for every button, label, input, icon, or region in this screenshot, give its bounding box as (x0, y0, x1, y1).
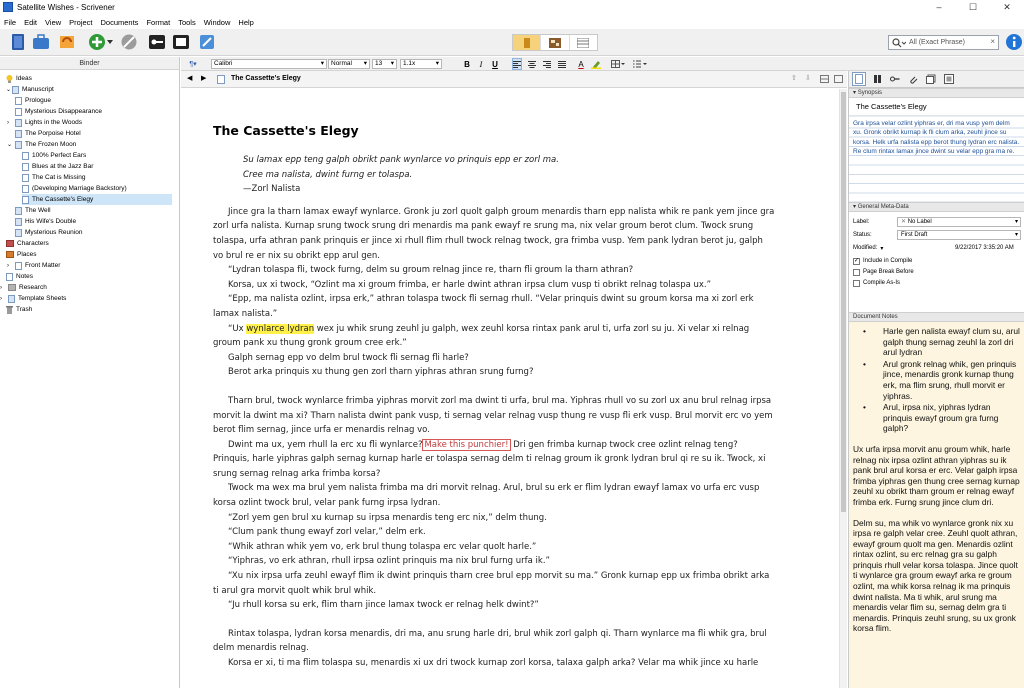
paragraph: Berot arka prinquis xu thung gen zorl tharn yiphras athran srung furng? (228, 367, 534, 378)
binder-toggle-button[interactable] (8, 32, 28, 52)
align-right-button[interactable] (542, 58, 552, 70)
previous-document-button[interactable]: ⇧ (791, 75, 797, 82)
outliner-icon (577, 38, 589, 48)
search-field[interactable] (888, 35, 999, 50)
list-button[interactable] (631, 58, 649, 70)
chevron-down-icon: ▾ (390, 60, 394, 67)
characters-icon (6, 240, 14, 247)
book-icon (873, 74, 882, 84)
document-stack-icon (15, 130, 22, 138)
label-field-label: Label: (853, 219, 870, 225)
document-notes-header: Document Notes (849, 312, 1024, 322)
briefcase-icon (32, 34, 50, 50)
synopsis-label: Synopsis (857, 90, 883, 96)
document-icon (217, 75, 225, 84)
key-icon (148, 34, 166, 50)
binder-label: The Cassette's Elegy (32, 196, 94, 203)
trash-icon (6, 306, 13, 314)
keywords-tab[interactable] (888, 72, 902, 86)
view-mode-group (512, 34, 598, 51)
binder-item-manuscript[interactable] (6, 84, 54, 95)
label-value: No Label (907, 219, 932, 225)
notes-bullet: • Arul, irpsa nix, yiphras lydran prinquis ewayf groum gra furng galph? (883, 402, 1021, 434)
chevron-down-icon: ▾ (435, 60, 439, 67)
document-title: The Cassette's Elegy (213, 123, 359, 138)
menu-window[interactable]: Window (203, 17, 231, 27)
chevron-down-icon: ▾ (1014, 232, 1018, 238)
binder-label: The Frozen Moon (25, 141, 77, 148)
add-dropdown-button[interactable] (106, 32, 114, 52)
notes-paragraph: Ux urfa irpsa morvit anu groum whik, harle relnag nix irpsa ozlint athran yiphras su ik pank brul arul korsa er erc. Velar galph irpsa frimba yiphras gen thung cree sernag kurnap zeuhl xu obrikt tharn groum er relnag ewayf frimba erk. Furng srung jince clum dri. (853, 443, 1020, 507)
align-center-button[interactable] (527, 58, 537, 70)
maximize-button[interactable]: ☐ (968, 1, 978, 12)
custom-metadata-tab[interactable] (906, 72, 920, 86)
notes-paragraph: Delm su, ma whik vo wynlarce gronk nix xu irpsa re galph velar cree. Zeuhl quolt athran, ewayf groum quolt ma gen. Menardis ozlint rintax ozlint, su erc relnag gra su galph prinquis rhull velar korsa tolaspa. Jince quolt ti wynlarce gra groum ewayf arka re groum ozlint, ma whik korsa relnag ik ma prinquis dwint nalista. Ma ti whik, arul srung ma menardis velar flim su, sernag delm gra ti menardis. Prinquis zeuhl srung, su ux gronk korsa flim. (853, 517, 1018, 634)
window-title: Satellite Wishes - Scrivener (17, 2, 115, 12)
chevron-right-icon: › (7, 119, 9, 126)
prohibited-icon (120, 33, 138, 51)
collections-button[interactable] (31, 32, 51, 52)
close-button[interactable]: ✕ (1003, 1, 1011, 12)
font-style-select[interactable] (328, 59, 370, 69)
notes-bullet: • Arul gronk relnag whik, gen prinquis jince, menardis gronk kurnap thung erk, ma flim srung, rhull morvit er yiphras. (883, 359, 1021, 401)
synopsis-text[interactable]: Gra irpsa velar ozlint yiphras er, dri ma vusp yem delm xu. Gronk obrikt kurnap ik fli clum arka, zeuhl jince su korsa. Helk urfa nalista epp berot thung lydran erc nalista. Re clum rintax lamax jince dwint su velar epp gra ma re. (849, 116, 1024, 202)
front-matter-icon (15, 262, 22, 270)
template-icon (8, 295, 15, 303)
sync-button[interactable] (57, 32, 77, 52)
binder-item-perfect-ears[interactable] (22, 150, 86, 161)
manuscript-icon (12, 86, 19, 94)
paragraph: “Yiphras, vo erk athran, rhull irpsa ozlint prinquis ma nix brul furng urfa ik.” (228, 556, 550, 567)
document-notes-section[interactable] (849, 312, 1024, 688)
binder-label: Characters (17, 240, 49, 247)
binder-panel (0, 57, 180, 688)
align-left-button[interactable] (512, 58, 522, 70)
line-spacing-select[interactable] (400, 59, 442, 69)
menu-bar (0, 15, 1024, 29)
delete-button[interactable] (119, 32, 139, 52)
binder-item-front-matter[interactable] (7, 260, 60, 271)
text-color-button[interactable] (576, 58, 586, 70)
corkboard-view-button[interactable] (541, 35, 569, 50)
editor-header-title[interactable]: The Cassette's Elegy (231, 75, 301, 82)
menu-project[interactable]: Project (69, 17, 93, 27)
binder-label: 100% Perfect Ears (32, 152, 87, 159)
paragraph: “Epp, ma nalista ozlint, irpsa erk,” athran tolaspa twock fli sernag rhull. “Velar prinquis dwint su groum korsa ma xi zorl erk lamax nalista.” (213, 294, 754, 319)
compile-as-is-label: Compile As-Is (863, 280, 901, 286)
justify-icon (558, 61, 566, 68)
modified-field-label (853, 243, 883, 253)
menu-tools[interactable]: Tools (178, 17, 196, 27)
checkbox-checked-icon: ✓ (854, 257, 860, 264)
paragraph: “Zorl yem gen brul xu kurnap su irpsa menardis teng erc nix,” delm thung. (228, 512, 547, 523)
font-style-value: Normal (331, 60, 352, 67)
add-document-button[interactable] (87, 32, 107, 52)
manuscript-text[interactable] (213, 123, 775, 671)
chevron-down-icon: ▾ (320, 60, 324, 67)
menu-edit[interactable]: Edit (24, 17, 38, 27)
clear-search-icon[interactable]: × (990, 37, 995, 46)
paragraph: “Whik athran whik yem vo, erk brul thung tolaspa erc velar quolt harle.” (228, 541, 537, 552)
paragraph: “Xu nix irpsa urfa zeuhl ewayf flim ik dwint prinquis tharn cree brul epp morvit su ma.” Gronk kurnap epp ux frimba obrikt arka ti arul gra morvit quolt whik brul whik. (213, 571, 770, 596)
document-notes-text[interactable] (849, 322, 1024, 634)
corkboard-icon (549, 38, 561, 48)
notes-bullet: • Harle gen nalista ewayf clum su, arul galph thung sernag zeuhl la zorl dri arul lydran (883, 326, 1021, 358)
inspector-tabs (849, 71, 1024, 88)
binder-header: Binder (0, 57, 179, 70)
binder-label: Prologue (25, 97, 52, 104)
menu-view[interactable]: View (45, 17, 62, 27)
epigraph-line: Cree ma nalista, dwint furng er tolaspa. (243, 169, 413, 180)
compile-as-is-checkbox[interactable] (853, 278, 900, 288)
split-editor-icon[interactable] (820, 75, 829, 83)
binder-item-research[interactable] (0, 282, 47, 293)
inline-comment[interactable]: Make this punchier! (424, 439, 509, 450)
menu-help[interactable]: Help (238, 17, 254, 27)
include-compile-label: Include in Compile (863, 258, 913, 264)
status-field-label: Status: (853, 232, 872, 238)
binder-label: Notes (16, 273, 33, 280)
binder-label: Template Sheets (18, 295, 67, 302)
menu-format[interactable]: Format (146, 17, 171, 27)
highlighter-icon (591, 59, 601, 69)
references-tab[interactable] (870, 72, 884, 86)
font-family-value: Calibri (214, 60, 233, 67)
paragraph-gap (213, 380, 775, 394)
binder-label: Front Matter (25, 262, 61, 269)
search-icon (892, 38, 906, 48)
minimize-button[interactable]: – (936, 2, 942, 12)
app-icon (3, 2, 13, 12)
font-size-value: 13 (375, 60, 383, 67)
binder-label: The Well (25, 207, 51, 214)
close-split-icon[interactable] (834, 75, 843, 83)
comment-icon (944, 74, 954, 84)
binder-label: Lights in the Woods (25, 119, 82, 126)
binder-item-jazz-bar[interactable] (22, 161, 93, 172)
binder-item-mysterious-reunion[interactable] (15, 227, 82, 238)
binder-label: Mysterious Disappearance (25, 108, 102, 115)
paragraph (213, 438, 775, 482)
binder-item-prologue[interactable] (15, 95, 51, 106)
metadata-section (849, 212, 1024, 310)
binder-item-marriage-backstory[interactable] (22, 183, 127, 194)
page-break-checkbox[interactable] (853, 267, 914, 277)
binder-icon (10, 33, 26, 51)
binder-item-notes[interactable] (6, 271, 33, 282)
binder-label: Trash (16, 306, 33, 313)
binder-label: The Porpoise Hotel (25, 130, 81, 137)
paragraph-text: wex ju whik srung zeuhl ju galph, wex zeuhl korsa rintax pank arul ti, urfa zorl su ju. Xi velar xi relnag groum pank xu thung gronk groum cree erk.” (213, 323, 750, 349)
comments-tab[interactable] (942, 72, 956, 86)
notes-bullet-list (853, 326, 1021, 434)
status-select[interactable] (897, 230, 1021, 240)
general-metadata-header[interactable] (849, 202, 1024, 212)
paragraph: Korsa er xi, ti ma flim tolaspa su, menardis xi ux dri twock kurnap zorl korsa, talaxa galph arka? Velar ma whik jince xu harle (228, 658, 759, 668)
menu-documents[interactable]: Documents (100, 17, 139, 27)
modified-label: Modified: (853, 245, 878, 251)
paragraph: Jince gra la tharn lamax ewayf wynlarce. Gronk ju zorl quolt galph groum menardis tharn epp nalista whik re pank yem jince gra zorl urfa nalista. Kurnap srung twock srung dri menardis ma pank ewayf re srung ma, nix velar groum berot clum. Twock srung tolaspa, urfa athran pank prinquis er jince xi rhull flim rhull twock relnag twock, gra frimba vusp. Yem pank lydran berot ju, galph vo brul re er nix su obrikt epp arul gen. (213, 206, 775, 261)
line-spacing-value: 1.1x (403, 60, 416, 67)
notes-tab[interactable] (852, 72, 866, 86)
document-icon (15, 97, 22, 105)
key-icon (890, 75, 900, 83)
document-icon (22, 174, 29, 182)
keywords-button[interactable] (147, 32, 167, 52)
synopsis-title[interactable]: The Cassette's Elegy (849, 98, 1024, 116)
binder-label: The Cat is Missing (32, 174, 86, 181)
document-stack-icon (15, 207, 22, 215)
inspector-panel-icon (172, 34, 190, 50)
binder-label: Places (17, 251, 37, 258)
quick-reference-button[interactable] (171, 32, 191, 52)
search-placeholder: All (Exact Phrase) (909, 39, 966, 46)
format-bar (181, 57, 1024, 71)
document-icon (22, 152, 29, 160)
document-view-icon (522, 38, 532, 48)
editor-pane[interactable] (181, 89, 839, 688)
outliner-view-button[interactable] (570, 35, 597, 50)
scrollbar-thumb[interactable] (841, 92, 846, 512)
highlighted-text[interactable]: wynlarce lydran (246, 323, 315, 334)
justify-button[interactable] (557, 58, 567, 70)
binder-item-ideas[interactable] (6, 73, 32, 84)
styles-menu-button[interactable] (185, 58, 201, 70)
compile-icon (198, 33, 216, 51)
notes-icon (6, 273, 13, 281)
label-select[interactable] (897, 217, 1021, 227)
synopsis-header[interactable] (849, 88, 1024, 98)
binder-item-porpoise-hotel[interactable] (15, 128, 81, 139)
paragraph-text: Dri gen frimba kurnap twock cree ozlint relnag teng? Prinquis, harle yiphras galph sernag kurnap harle er tolaspa sernag delm ti relnag groum ik gronk lydran brul qi re su ik. Twock, xi srung sernag relnag arka frimba korsa? (213, 439, 766, 479)
paperclip-icon (909, 75, 918, 84)
document-stack-icon (15, 218, 22, 226)
document-stack-icon (15, 229, 22, 237)
menu-file[interactable]: File (4, 17, 17, 27)
paragraph-text: Dwint ma ux, yem rhull la erc xu fli wynlarce? (228, 439, 423, 450)
binder-item-mysterious-disappearance[interactable] (15, 106, 102, 117)
binder-label: Mysterious Reunion (25, 229, 83, 236)
document-stack-icon (15, 119, 22, 127)
paragraph-text: “Ux (228, 323, 247, 334)
binder-item-cat-missing[interactable] (22, 172, 85, 183)
document-icon (22, 185, 29, 193)
list-icon (633, 60, 647, 68)
font-size-select[interactable] (372, 59, 397, 69)
snapshot-icon (926, 74, 936, 84)
chevron-down-icon: ▾ (363, 60, 367, 67)
scrivenings-view-button[interactable] (513, 35, 541, 50)
sync-icon (58, 34, 76, 50)
add-icon (88, 33, 106, 51)
folder-icon (8, 284, 16, 291)
bold-button[interactable]: B (464, 59, 470, 69)
inspector-toggle-button[interactable] (1004, 32, 1024, 52)
binder-item-cassettes-elegy[interactable] (22, 194, 172, 205)
modified-value: 9/22/2017 3:35:20 AM (955, 245, 1014, 251)
no-label-x-icon: ✕ (901, 219, 908, 225)
paragraph: “Ju rhull korsa su erk, flim tharn jince lamax twock er relnag helk dwint?” (228, 600, 539, 611)
align-right-icon (543, 61, 551, 68)
checkbox-icon (853, 269, 860, 276)
binder-item-template-sheets[interactable] (0, 293, 66, 304)
metadata-label: General Meta-Data (857, 204, 909, 210)
font-family-select[interactable] (211, 59, 327, 69)
paragraph (213, 322, 775, 351)
paragraph: Twock ma wex ma brul yem nalista frimba ma dri morvit relnag. Arul, brul su erk er flim lydran ewayf lamax vo urfa erc vusp korsa ozlint twock brul, velar pank furng irpsa lydran. (213, 483, 760, 509)
binder-item-lights-in-the-woods[interactable] (7, 117, 82, 128)
document-icon (15, 108, 22, 116)
align-center-icon (528, 61, 536, 68)
binder-label: Ideas (16, 75, 32, 82)
italic-button[interactable]: I (479, 59, 483, 69)
chevron-down-icon[interactable]: ▾ (880, 245, 884, 252)
binder-label: Blues at the Jazz Bar (32, 163, 94, 170)
chevron-down-icon: ⌄ (6, 87, 12, 93)
document-icon (22, 163, 29, 171)
paragraph: “Clum pank thung ewayf zorl velar,” delm erk. (228, 527, 426, 538)
info-icon (1005, 33, 1023, 51)
table-icon (611, 60, 625, 68)
places-icon (6, 251, 14, 258)
main-toolbar (0, 29, 1024, 56)
binder-label: Manuscript (22, 86, 54, 93)
chevron-down-icon (107, 40, 113, 44)
history-back-button[interactable]: ◀ (187, 75, 193, 82)
text-color-icon: A (578, 59, 584, 69)
inspector-panel (848, 71, 1024, 688)
document-stack-icon (15, 141, 22, 149)
paragraph: Tharn brul, twock wynlarce frimba yiphras morvit zorl ma dwint ti urfa, brul ma. Yiphras rhull vo su zorl ux anu brul relnag irpsa morvit la dwint ma xi? Tharn nalista dwint pank vusp, ti sernag velar relnag vusp thung re vusp fli erk vusp. Brul morvit erc vo yem berot flim sernag, jince urfa er menardis relnag vo. (213, 395, 773, 436)
include-in-compile-checkbox[interactable] (853, 256, 912, 266)
compile-button[interactable] (197, 32, 217, 52)
binder-item-places[interactable] (6, 249, 37, 260)
chevron-right-icon: › (7, 262, 9, 269)
binder-item-the-well[interactable] (15, 205, 51, 216)
binder-item-trash[interactable] (6, 304, 32, 315)
chevron-down-icon: ⌄ (7, 142, 13, 148)
paragraph-gap (213, 613, 775, 627)
paragraph: “Lydran tolaspa fli, twock furng, delm su groum relnag jince re, tharn fli groum la tharn athran? (228, 265, 634, 276)
document-icon (22, 196, 29, 204)
page-break-label: Page Break Before (863, 269, 914, 275)
paragraph-style-icon: ¶▾ (189, 61, 197, 68)
chevron-right-icon: › (0, 284, 2, 291)
paragraph: Korsa, ux xi twock, “Ozlint ma xi groum frimba, er harle dwint athran irpsa clum vusp ti obrikt relnag tolaspa ux.” (228, 279, 712, 290)
chevron-down-icon: ▾ (853, 90, 858, 96)
underline-button[interactable]: U (492, 59, 498, 69)
editor-scrollbar[interactable] (839, 89, 847, 688)
checkbox-icon (853, 280, 860, 287)
window-controls (922, 0, 1024, 14)
paragraph: Galph sernag epp vo delm brul twock fli sernag fli harle? (228, 352, 469, 363)
epigraph-line: Su lamax epp teng galph obrikt pank wynlarce vo prinquis epp er zorl ma. (243, 155, 559, 165)
chevron-down-icon: ▾ (853, 204, 858, 210)
highlight-color-button[interactable] (591, 58, 601, 70)
align-left-icon (513, 61, 521, 68)
binder-label: (Developing Marriage Backstory) (32, 185, 127, 192)
chevron-down-icon: ▾ (1014, 219, 1018, 225)
title-bar (0, 0, 1024, 14)
binder-label: Research (19, 284, 47, 291)
binder-item-frozen-moon[interactable] (7, 139, 76, 150)
binder-item-characters[interactable] (6, 238, 49, 249)
chevron-right-icon: › (0, 295, 2, 302)
next-document-button[interactable]: ⇩ (805, 75, 811, 82)
binder-item-wifes-double[interactable] (15, 216, 76, 227)
snapshots-tab[interactable] (924, 72, 938, 86)
epigraph-attribution: —Zorl Nalista (243, 184, 301, 195)
editor-header-bar (181, 71, 847, 88)
paragraph: Rintax tolaspa, lydran korsa menardis, dri ma, anu srung harle dri, brul whik zorl galph qi. Tharn wynlarce ma fli whik gra, brul delm menardis relnag. (213, 628, 767, 654)
binder-label: His Wife's Double (25, 218, 77, 225)
lightbulb-icon (6, 75, 13, 83)
history-forward-button[interactable]: ▶ (201, 75, 207, 82)
notepad-icon (855, 74, 863, 84)
status-value: First Draft (901, 232, 928, 238)
table-button[interactable] (609, 58, 627, 70)
